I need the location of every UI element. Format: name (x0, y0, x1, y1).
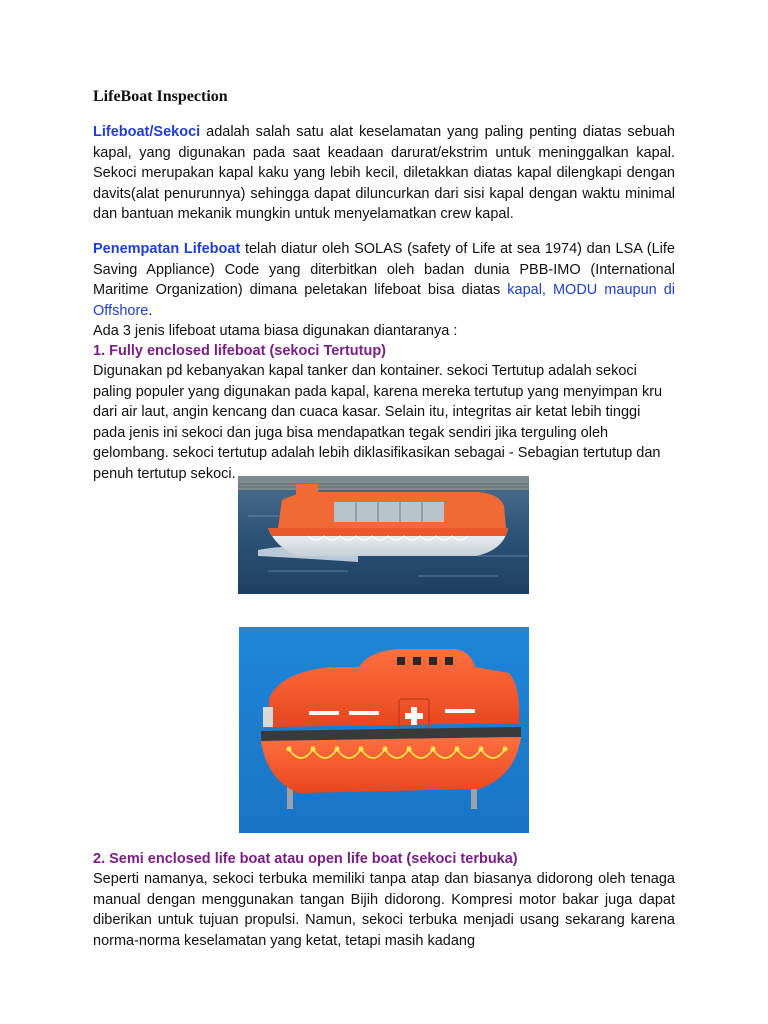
paragraph-placement (93, 239, 675, 321)
offshore-link[interactable]: kapal, MODU maupun di Offshore (93, 282, 676, 319)
heading-fully-enclosed (93, 341, 675, 362)
heading-semi-enclosed (93, 849, 675, 870)
paragraph-text: adalah salah satu alat keselamatan yang paling penting diatas sebuah kapal, yang digunakan pada saat keadaan darurat/ekstrim untuk meninggalkan kapal. Sekoci merupakan kapal kaku yang lebih kecil, diletakkan diatas kapal dilengkapi dengan davits(alat penurunnya) sehingga dapat diluncurkan dari sisi kapal dengan waktu minimal dan bantuan mekanik mungkin untuk menyelamatkan crew kapal. (93, 124, 675, 222)
paragraph-end: . (148, 302, 153, 319)
placement-link[interactable]: Penempatan Lifeboat (93, 241, 241, 257)
lifeboat-photo-studio (239, 627, 529, 833)
page-title: LifeBoat Inspection (93, 88, 228, 105)
paragraph-text: telah diatur oleh SOLAS (safety of Life at sea 1974) dan LSA (Life Saving Appliance) Code yang diterbitkan oleh badan dunia PBB-IMO (International Maritime Organization) dimana peletakan lifeboat bisa diatas (93, 241, 675, 298)
lifeboat-link[interactable]: Lifeboat/Sekoci (93, 124, 201, 140)
paragraph-definition (93, 122, 675, 225)
section-heading: 1. Fully enclosed lifeboat (sekoci Tertutup) (93, 343, 387, 359)
paragraph-intro: Ada 3 jenis lifeboat utama biasa digunakan diantaranya : (93, 323, 458, 339)
paragraph-open: Seperti namanya, sekoci terbuka memiliki tanpa atap dan biasanya didorong oleh tenaga manual dengan menggunakan tangan Bijih didorong. Kompresi motor bakar juga dapat diberikan untuk tujuan propulsi. Namun, sekoci terbuka menjadi usang sekarang karena norma-norma keselamatan yang ketat, tetapi masih kadang (93, 871, 675, 949)
lifeboat-photo-water (238, 476, 529, 594)
paragraph-enclosed: Digunakan pd kebanyakan kapal tanker dan kontainer. sekoci Tertutup adalah sekoci paling populer yang digunakan pada kapal, karena mereka tertutup yang menyimpan kru dari air laut, angin kencang dan cuaca kasar. Selain itu, integritas air ketat lebih tinggi pada jenis ini sekoci dan juga bisa mendapatkan tegak sendiri jika terguling oleh gelombang. sekoci tertutup adalah lebih diklasifikasikan sebagai - Sebagian tertutup dan penuh tertutup sekoci. (93, 363, 663, 482)
section-heading: 2. Semi enclosed life boat atau open life boat (sekoci terbuka) (93, 851, 518, 867)
